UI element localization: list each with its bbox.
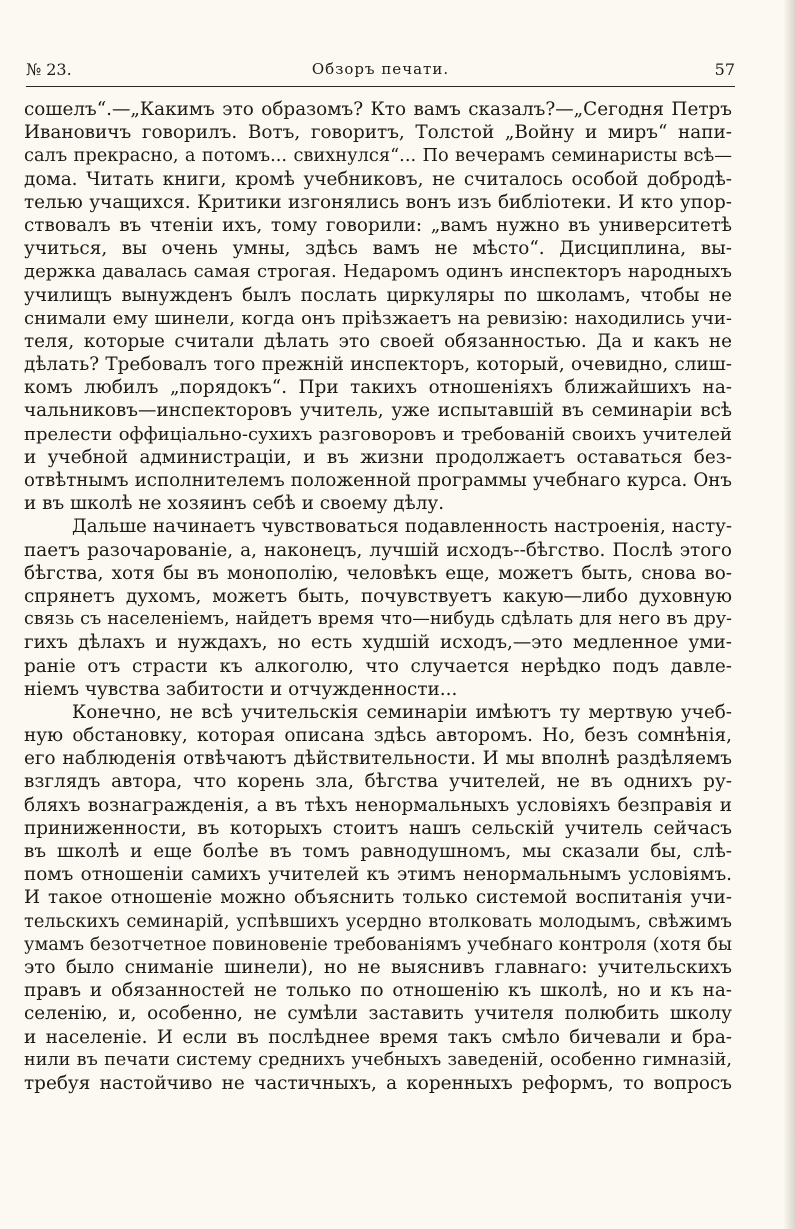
text-line: Ивановичъ говорилъ. Вотъ, говоритъ, Толстой „Войну и миръ“ напи- <box>24 122 732 144</box>
section-title: Обзоръ печати. <box>311 60 450 78</box>
page-edge-shadow <box>783 0 795 1229</box>
text-line: и въ школѣ не хозяинъ себѣ и своему дѣлу. <box>24 493 445 515</box>
text-line: сошелъ“.—„Какимъ это образомъ? Кто вамъ сказалъ?—„Сегодня Петръ <box>24 99 732 120</box>
text-line: приниженности, въ которыхъ стоитъ нашъ сельскій учитель сейчасъ <box>24 817 732 839</box>
text-line: чальниковъ—инспекторовъ учитель, уже испытавшій въ семинаріи всѣ <box>24 400 732 422</box>
issue-number: № 23. <box>26 60 72 79</box>
text-line: связь съ населеніемъ, найдетъ время что—нибудь сдѣлать для него въ дру- <box>24 609 732 630</box>
text-line: снимали ему шинели, когда онъ пріѣзжаетъ на ревизію: находились учи- <box>24 307 732 329</box>
text-line: бляхъ вознагражденія, а въ тѣхъ ненормальныхъ условіяхъ безправія и <box>24 794 732 816</box>
text-line: взглядъ автора, что корень зла, бѣгства учителей, не въ однихъ ру- <box>24 771 732 793</box>
text-line: его наблюденія отвѣчаютъ дѣйствительности. И мы вполнѣ раздѣляемъ <box>24 748 732 770</box>
running-head <box>26 56 735 87</box>
text-line: учиться, вы очень умны, здѣсь вамъ не мѣсто“. Дисциплина, вы- <box>24 238 732 260</box>
text-line: гихъ дѣлахъ и нуждахъ, но есть худшій исходъ,—это медленное уми- <box>24 632 732 654</box>
text-line: помъ отношеніи самихъ учителей къ этимъ ненормальнымъ условіямъ. <box>24 864 732 886</box>
text-line: училищъ вынужденъ былъ послать циркуляры по школамъ, чтобы не <box>24 284 732 306</box>
paragraph-start-line: Конечно, не всѣ учительскія семинаріи имѣютъ ту мертвую учеб- <box>72 701 732 723</box>
text-line: прелести оффиціально-сухихъ разговоровъ и требованій своихъ учителей <box>24 423 732 445</box>
text-line: держка давалась самая строгая. Недаромъ одинъ инспекторъ народныхъ <box>24 261 732 283</box>
text-line: ніемъ чувства забитости и отчужденности... <box>24 678 458 700</box>
text-line: тельскихъ семинарій, успѣвшихъ усердно втолковать молодымъ, свѣжимъ <box>24 910 732 932</box>
text-line: теля, которые считали дѣлать это своей обязанностью. Да и какъ не <box>24 330 732 352</box>
text-line: ную обстановку, которая описана здѣсь авторомъ. Но, безъ сомнѣнія, <box>24 725 732 747</box>
text-line: въ школѣ и еще болѣе въ томъ равнодушномъ, мы сказали бы, слѣ- <box>24 841 732 862</box>
text-line: умамъ безотчетное повиновеніе требованіямъ учебнаго контроля (хотя бы <box>24 933 732 955</box>
text-line: требуя настойчиво не частичныхъ, а коренныхъ реформъ, то вопросъ <box>24 1072 732 1094</box>
text-line: отвѣтнымъ исполнителемъ положенной программы учебнаго курса. Онъ <box>24 470 732 491</box>
text-line: спрянетъ духомъ, можетъ быть, почувствуетъ какую—либо духовную <box>24 585 732 607</box>
text-line: ствовалъ въ чтеніи ихъ, тому говорили: „вамъ нужно въ университетѣ <box>24 214 732 236</box>
text-line: салъ прекрасно, а потомъ... свихнулся“... По вечерамъ семинаристы всѣ— <box>24 145 732 167</box>
text-line: комъ любилъ „порядокъ“. При такихъ отношеніяхъ ближайшихъ на- <box>24 377 732 399</box>
text-line: правъ и обязанностей не только по отношенію къ школѣ, но и къ на- <box>24 980 732 1002</box>
text-line: селенію, и, особенно, не сумѣли заставить учителя полюбить школу <box>24 1003 732 1025</box>
text-line: И такое отношеніе можно объяснить только системой воспитанія учи- <box>24 887 732 909</box>
text-line: телью учащихся. Критики изгонялись вонъ изъ библіотеки. И кто упор- <box>24 191 732 213</box>
text-line: раніе отъ страсти къ алкоголю, что случается нерѣдко подъ давле- <box>24 655 732 677</box>
text-line: это было сниманіе шинели), но не выяснивъ главнаго: учительскихъ <box>24 956 732 978</box>
paragraph-start-line: Дальше начинаетъ чувствоваться подавленность настроенія, насту- <box>72 516 732 538</box>
text-line: и учебной администраціи, и въ жизни продолжаетъ оставаться без- <box>24 446 732 468</box>
text-line: дѣлать? Требовалъ того прежній инспекторъ, который, очевидно, слиш- <box>24 354 732 376</box>
text-line: и населеніе. И если въ послѣднее время такъ смѣло бичевали и бра- <box>24 1026 732 1048</box>
text-line: паетъ разочарованіе, а, наконецъ, лучшій исходъ--бѣгство. Послѣ этого <box>24 539 732 561</box>
body-text <box>24 98 732 1095</box>
text-line: дома. Читать книги, кромѣ учебниковъ, не считалось особой добродѣ- <box>24 168 732 190</box>
text-line: бѣгства, хотя бы въ монополію, человѣкъ еще, можетъ быть, снова во- <box>24 562 732 584</box>
page-number: 57 <box>714 60 735 79</box>
text-line: нили въ печати систему среднихъ учебныхъ заведеній, особенно гимназій, <box>24 1049 732 1070</box>
